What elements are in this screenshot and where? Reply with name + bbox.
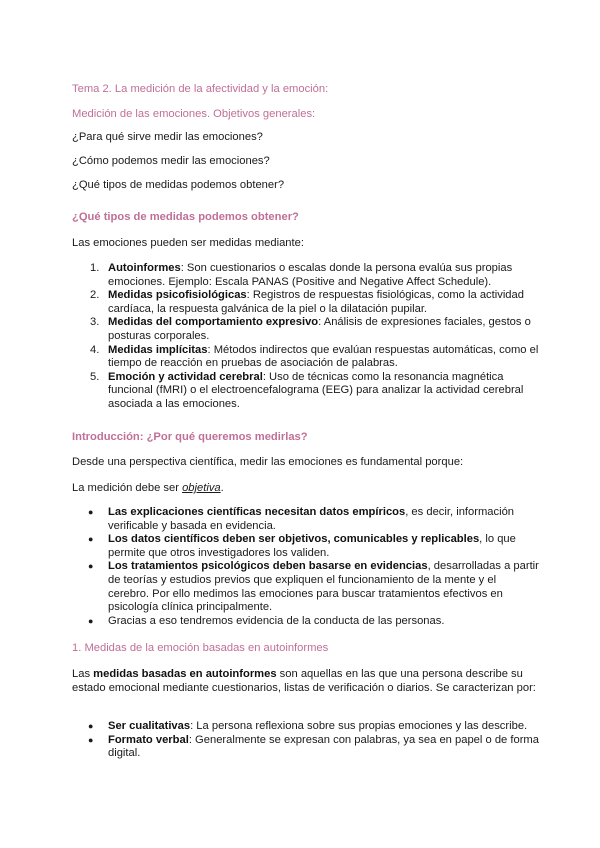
- section-heading-objectives: Medición de las emociones. Objetivos generales:: [72, 108, 316, 120]
- bullet-marker: ●: [88, 721, 94, 731]
- objective-word: objetiva: [182, 482, 221, 494]
- measure-types-intro: Las emociones pueden ser medidas mediante:: [72, 237, 304, 249]
- section-heading-self-reports: 1. Medidas de la emoción basadas en autoinformes: [72, 642, 329, 654]
- list-item: ● Formato verbal: Generalmente se expresan con palabras, ya sea en papel o de forma digital.: [88, 733, 539, 760]
- list-item: 2. Medidas psicofisiológicas: Registros de respuestas fisiológicas, como la actividad cardíaca, la respuesta galvánica de la piel o la dilatación pupilar.: [90, 289, 524, 315]
- list-item: ● Ser cualitativas: La persona reflexiona sobre sus propias emociones y las describe.: [88, 720, 528, 732]
- list-item: ● Gracias a eso tendremos evidencia de la conducta de las personas.: [88, 614, 445, 627]
- bullet-marker: ●: [88, 534, 94, 545]
- reasons-list: [72, 506, 540, 628]
- list-item: ● Los tratamientos psicológicos deben basarse en evidencias, desarrolladas a partir de teorías y estudios previos que expliquen el funcionamiento de la mente y el cerebro. Por ello medimos las emociones para buscar tratamientos efectivos en psicología clínica principalmente.: [88, 560, 539, 614]
- self-reports-intro: Las medidas basadas en autoinformes son aquellas en las que una persona describe su estado emocional mediante cuestionarios, listas de verificación o diarios. Se caracterizan por:: [72, 668, 536, 694]
- question-2: ¿Cómo podemos medir las emociones?: [72, 155, 270, 167]
- list-item: 4. Medidas implícitas: Métodos indirectos que evalúan respuestas automáticas, como el tiempo de reacción en pruebas de asociación de palabras.: [90, 343, 539, 370]
- bullet-marker: ●: [88, 507, 94, 517]
- question-3: ¿Qué tipos de medidas podemos obtener?: [72, 179, 285, 191]
- list-item: ● Los datos científicos deben ser objetivos, comunicables y replicables, lo que permite que otros investigadores los validen.: [88, 533, 516, 559]
- section-heading-introduction: Introducción: ¿Por qué queremos medirlas?: [72, 431, 308, 443]
- introduction-text: Desde una perspectiva científica, medir las emociones es fundamental porque:: [72, 456, 464, 468]
- list-item: 3. Medidas del comportamiento expresivo: Análisis de expresiones faciales, gestos o posturas corporales.: [90, 316, 531, 342]
- bullet-marker: ●: [88, 734, 94, 745]
- list-item: 5. Emoción y actividad cerebral: Uso de técnicas como la resonancia magnética funcional (fMRI) o el electroencefalograma (EEG) para analizar la actividad cerebral asociada a las emociones.: [90, 370, 524, 410]
- self-reports-list: [72, 720, 540, 761]
- question-1: ¿Para qué sirve medir las emociones?: [72, 131, 263, 143]
- bullet-marker: ●: [88, 561, 94, 572]
- page-title: Tema 2. La medición de la afectividad y la emoción:: [72, 83, 329, 95]
- list-item: ● Las explicaciones científicas necesitan datos empíricos, es decir, información verificable y basada en evidencia.: [88, 506, 515, 532]
- list-item: 1. Autoinformes: Son cuestionarios o escalas donde la persona evalúa sus propias emociones. Ejemplo: Escala PANAS (Positive and Negative Affect Schedule).: [90, 262, 513, 288]
- section-heading-measure-types: ¿Qué tipos de medidas podemos obtener?: [72, 211, 299, 223]
- objective-sentence: La medición debe ser objetiva.: [72, 482, 224, 494]
- bullet-marker: ●: [88, 615, 94, 626]
- measure-types-list: [72, 262, 540, 412]
